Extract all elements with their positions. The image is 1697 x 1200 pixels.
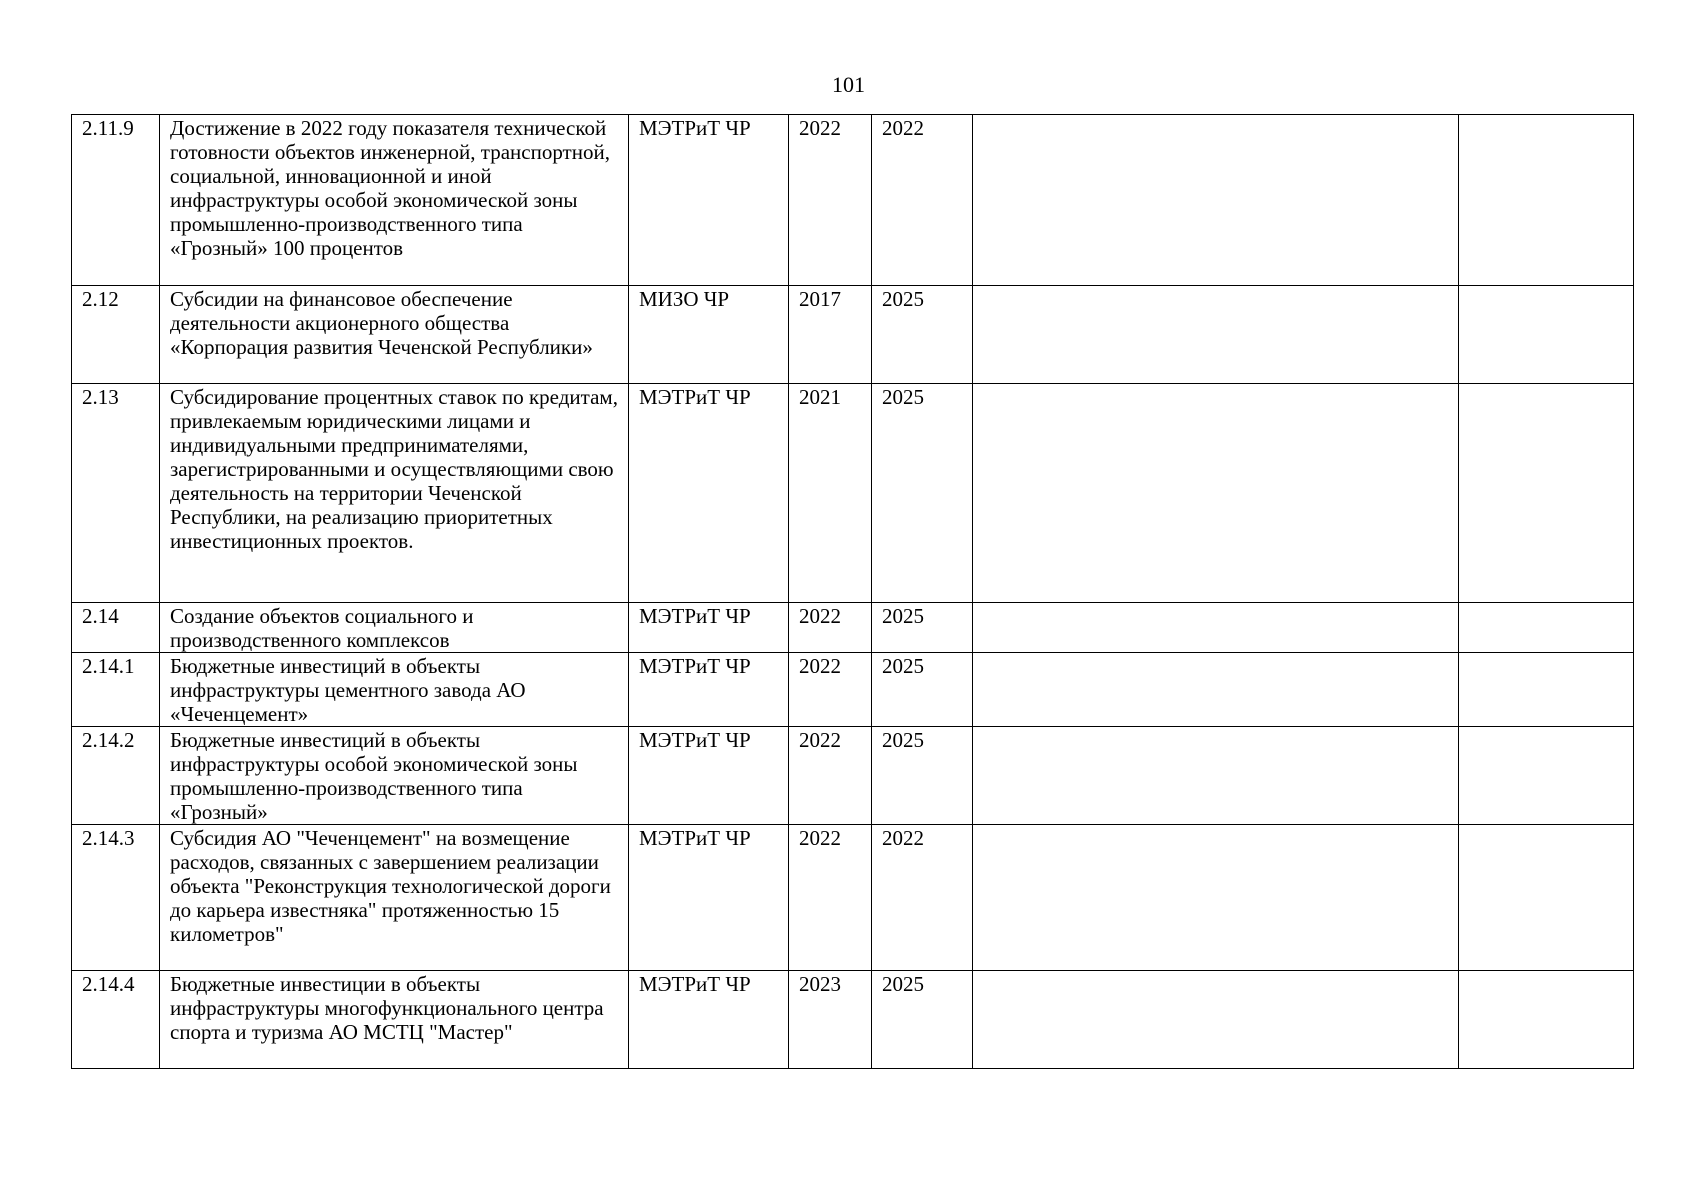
row-number: 2.14.2 (72, 727, 160, 825)
measure-name: Бюджетные инвестиций в объекты инфраструктуры особой экономической зоны промышленно-производственного типа «Грозный» (160, 727, 629, 825)
row-number: 2.12 (72, 286, 160, 384)
empty-cell (1459, 115, 1634, 286)
table-row (72, 653, 1634, 727)
measure-name: Субсидия АО "Чеченцемент" на возмещение расходов, связанных с завершением реализации объекта "Реконструкция технологической дороги до карьера известняка" протяженностью 15 километров" (160, 825, 629, 971)
empty-cell (1459, 384, 1634, 603)
executor: МЭТРиТ ЧР (629, 603, 789, 653)
table-row (72, 727, 1634, 825)
measure-name: Субсидии на финансовое обеспечение деятельности акционерного общества «Корпорация развития Чеченской Республики» (160, 286, 629, 384)
empty-cell (1459, 653, 1634, 727)
start-year: 2017 (789, 286, 872, 384)
measures-table (71, 114, 1634, 1069)
row-number: 2.14.3 (72, 825, 160, 971)
executor: МЭТРиТ ЧР (629, 653, 789, 727)
empty-cell (1459, 286, 1634, 384)
row-number: 2.13 (72, 384, 160, 603)
measure-name: Бюджетные инвестиции в объекты инфраструктуры многофункционального центра спорта и туризма АО МСТЦ "Мастер" (160, 971, 629, 1069)
empty-cell (973, 286, 1459, 384)
empty-cell (1459, 971, 1634, 1069)
executor: МЭТРиТ ЧР (629, 971, 789, 1069)
table-row (72, 115, 1634, 286)
executor: МИЗО ЧР (629, 286, 789, 384)
start-year: 2022 (789, 115, 872, 286)
measure-name: Бюджетные инвестиций в объекты инфраструктуры цементного завода АО «Чеченцемент» (160, 653, 629, 727)
start-year: 2023 (789, 971, 872, 1069)
end-year: 2025 (872, 653, 973, 727)
executor: МЭТРиТ ЧР (629, 727, 789, 825)
end-year: 2025 (872, 384, 973, 603)
end-year: 2025 (872, 603, 973, 653)
empty-cell (973, 653, 1459, 727)
measure-name: Создание объектов социального и производственного комплексов (160, 603, 629, 653)
end-year: 2025 (872, 727, 973, 825)
row-number: 2.11.9 (72, 115, 160, 286)
row-number: 2.14.1 (72, 653, 160, 727)
table-row (72, 384, 1634, 603)
empty-cell (973, 603, 1459, 653)
measure-name: Субсидирование процентных ставок по кредитам, привлекаемым юридическими лицами и индивидуальными предпринимателями, зарегистрированными и осуществляющими свою деятельность на территории Чеченской Республики, на реализацию приоритетных инвестиционных проектов. (160, 384, 629, 603)
end-year: 2022 (872, 825, 973, 971)
empty-cell (973, 115, 1459, 286)
start-year: 2022 (789, 825, 872, 971)
end-year: 2025 (872, 286, 973, 384)
measure-name: Достижение в 2022 году показателя технической готовности объектов инженерной, транспортной, социальной, инновационной и иной инфраструктуры особой экономической зоны промышленно-производственного типа «Грозный» 100 процентов (160, 115, 629, 286)
table-row (72, 603, 1634, 653)
executor: МЭТРиТ ЧР (629, 115, 789, 286)
empty-cell (1459, 727, 1634, 825)
empty-cell (1459, 825, 1634, 971)
end-year: 2022 (872, 115, 973, 286)
empty-cell (973, 727, 1459, 825)
empty-cell (973, 384, 1459, 603)
start-year: 2022 (789, 727, 872, 825)
table-row (72, 825, 1634, 971)
table-row (72, 971, 1634, 1069)
empty-cell (973, 971, 1459, 1069)
start-year: 2022 (789, 653, 872, 727)
table-row (72, 286, 1634, 384)
start-year: 2021 (789, 384, 872, 603)
end-year: 2025 (872, 971, 973, 1069)
executor: МЭТРиТ ЧР (629, 825, 789, 971)
page-number: 101 (832, 72, 865, 97)
empty-cell (1459, 603, 1634, 653)
start-year: 2022 (789, 603, 872, 653)
row-number: 2.14.4 (72, 971, 160, 1069)
empty-cell (973, 825, 1459, 971)
row-number: 2.14 (72, 603, 160, 653)
executor: МЭТРиТ ЧР (629, 384, 789, 603)
